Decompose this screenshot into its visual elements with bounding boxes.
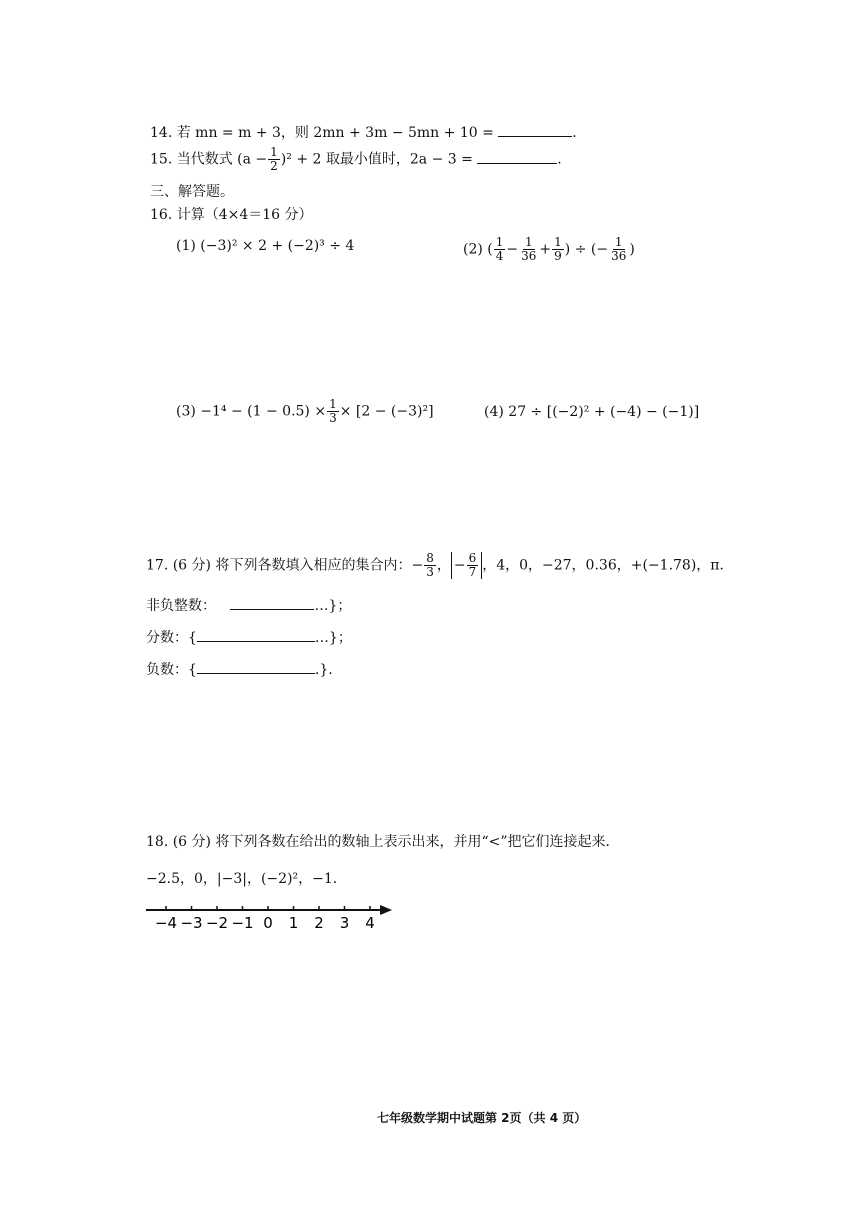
answer-blank-14[interactable] [498, 122, 572, 137]
question-15-prefix: 15. 当代数式 (a − [150, 151, 268, 168]
question-17: 17. (6 分) 将下列各数填入相应的集合内：− $\frac{8}{3}$ ， − $\frac{6}{7}$ ，4，0，−27，0.36，+(−1.78)，π． [146, 551, 734, 579]
question-15-end: . [557, 151, 562, 168]
axis-tick-label: −3 [180, 914, 203, 932]
question-14-text: 14. 若 mn = m + 3，则 2mn + 3m − 5mn + 10 = [150, 125, 494, 141]
set-nonnegative-integers: 非负整数： …}； [146, 595, 351, 616]
axis-tick-label: 2 [314, 914, 324, 932]
question-15 [150, 146, 562, 173]
question-16-part-3: (3) −1⁴ − (1 − 0.5) × $\frac{1}{3}$ × [2 − (−3)²] [176, 397, 434, 425]
page-footer: 七年级数学期中试题第 2页（共 4 页） [377, 1111, 587, 1125]
axis-tick-label: 4 [365, 914, 375, 932]
section-heading: 三、解答题。 [150, 184, 234, 200]
question-16-part-4: (4) 27 ÷ [(−2)² + (−4) − (−1)] [484, 404, 700, 420]
axis-tick-label: −1 [231, 914, 254, 932]
question-15-suffix: )² + 2 取最小值时，2a − 3 = [280, 151, 473, 168]
question-18-title: 18. (6 分) 将下列各数在给出的数轴上表示出来，并用“<”把它们连接起来． [146, 834, 620, 850]
question-16-part-1: (1) (−3)² × 2 + (−2)³ ÷ 4 [176, 238, 355, 254]
axis-tick-label: −4 [154, 914, 178, 932]
question-16-part-2: (2) ( $\frac{1}{4}$ − $\frac{1}{36}$ + $\frac{1}{9}$ ) ÷ (− $\frac{1}{36}$ ) [463, 235, 635, 263]
axis-tick-label: 0 [263, 914, 273, 932]
axis-arrow-icon [380, 905, 392, 915]
question-18-numbers: −2.5，0，|−3|，(−2)²，−1． [146, 871, 347, 887]
question-16-title: 16. 计算（4×4＝16 分） [150, 207, 313, 223]
answer-blank-17b[interactable] [197, 627, 315, 642]
answer-blank-17a[interactable] [230, 595, 314, 610]
number-line[interactable] [140, 898, 400, 938]
question-14 [150, 122, 577, 143]
set-negatives: 负数：{ .}. [146, 659, 333, 680]
absolute-value: − $\frac{6}{7}$ [451, 552, 482, 579]
set-fractions: 分数：{ …}； [146, 627, 352, 648]
answer-blank-17c[interactable] [197, 659, 315, 674]
axis-tick-label: 3 [339, 914, 350, 932]
fraction-one-half: $\frac{1}{2}$ [270, 145, 278, 173]
answer-blank-15[interactable] [477, 149, 557, 164]
axis-tick-label: −2 [205, 914, 229, 932]
axis-tick-label: 1 [288, 914, 299, 932]
question-14-end: . [572, 125, 577, 141]
